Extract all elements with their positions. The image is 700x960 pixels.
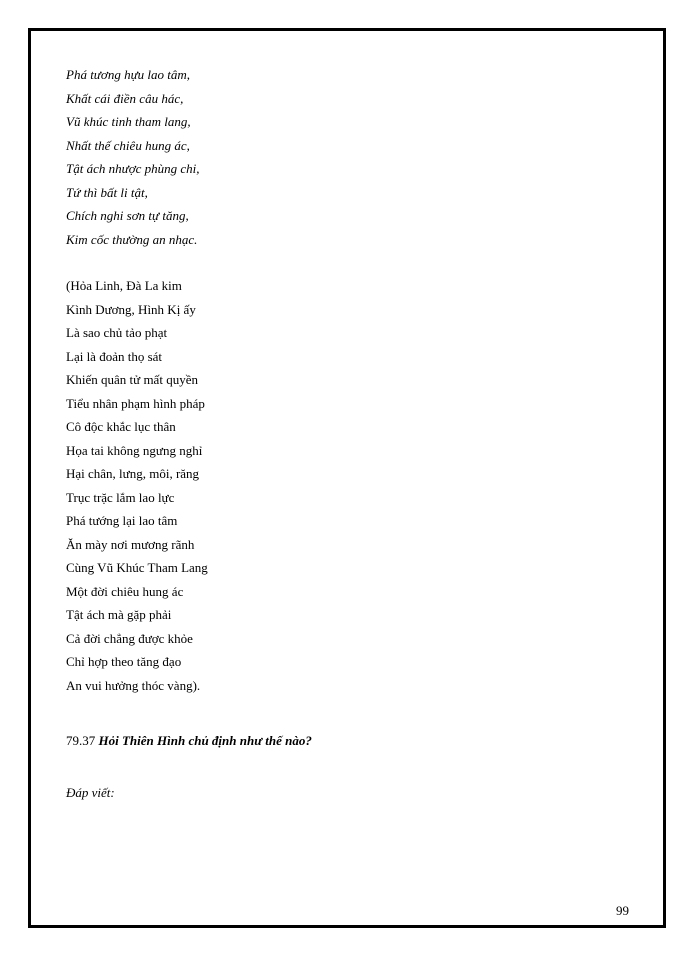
verse-line: Phá tương hựu lao tâm, (66, 67, 191, 82)
translation-line: Ăn mày nơi mương rãnh (66, 536, 195, 552)
translation-line: Cô độc khắc lục thân (66, 419, 176, 434)
translation-line: Khiến quân tử mất quyền (66, 372, 198, 387)
answer-label: Đáp viết: (66, 784, 115, 800)
verse-line: Kim cốc thường an nhạc. (66, 231, 198, 247)
question-number: 79.37 (66, 733, 96, 748)
translation-line: Là sao chủ tảo phạt (66, 325, 168, 340)
spacer (66, 697, 626, 729)
verse-line: Chích nghi sơn tự tăng, (66, 208, 189, 223)
verse-original (66, 63, 626, 251)
translation-line: Phá tướng lại lao tâm (66, 513, 178, 528)
translation-line: Chỉ hợp theo tăng đạo (66, 654, 182, 669)
translation-line: Họa tai không ngưng nghỉ (66, 442, 203, 458)
translation-line: Kình Dương, Hình Kị ấy (66, 301, 196, 317)
translation-line: Lại là đoản thọ sát (66, 348, 163, 364)
verse-line: Nhất thế chiêu hung ác, (66, 137, 190, 153)
page-number: 99 (616, 903, 629, 918)
verse-line: Tật ách nhược phùng chi, (66, 161, 200, 176)
page-content (66, 63, 626, 804)
translation-line: Cả đời chẳng được khỏe (66, 630, 193, 646)
verse-line: Tứ thì bất li tật, (66, 184, 148, 200)
translation-line: Tật ách mà gặp phải (66, 607, 172, 622)
verse-translation (66, 274, 626, 697)
spacer (66, 753, 626, 781)
translation-line: Tiểu nhân phạm hình pháp (66, 395, 205, 411)
translation-line: An vui hưởng thóc vàng). (66, 677, 201, 693)
question-heading (66, 729, 626, 753)
translation-line: Hại chân, lưng, môi, răng (66, 466, 200, 481)
translation-line: Cùng Vũ Khúc Tham Lang (66, 560, 208, 575)
translation-line: (Hỏa Linh, Đà La kim (66, 278, 182, 293)
translation-line: Một đời chiêu hung ác (66, 583, 184, 599)
translation-line: Trục trặc lắm lao lực (66, 489, 175, 505)
question-text: Hỏi Thiên Hình chủ định như thế nào? (98, 733, 312, 748)
spacer (66, 251, 626, 274)
verse-line: Vũ khúc tinh tham lang, (66, 114, 191, 129)
verse-line: Khất cái điền câu hác, (66, 90, 184, 106)
